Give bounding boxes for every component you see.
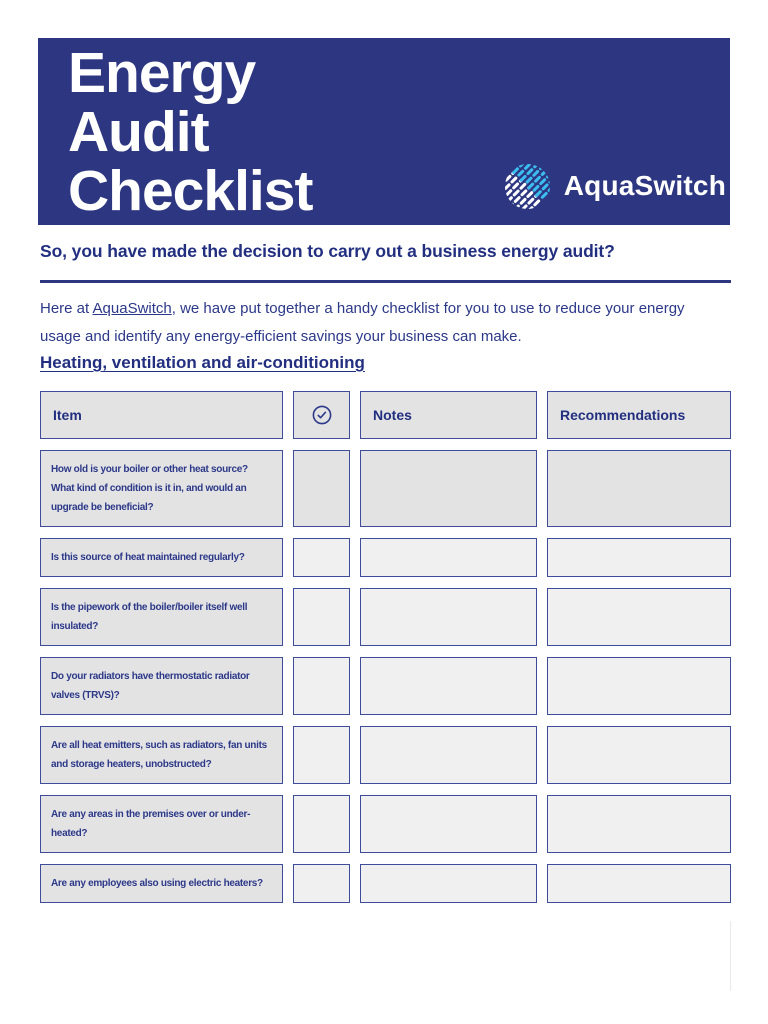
notes-cell	[360, 864, 537, 903]
check-cell	[293, 450, 350, 527]
item-question-text: Are any areas in the premises over or under-heated?	[51, 809, 251, 839]
check-cell	[293, 726, 350, 784]
item-cell	[40, 450, 283, 527]
item-question-text: Are all heat emitters, such as radiators, fan units and storage heaters, unobstructed?	[51, 740, 267, 770]
aquaswitch-link[interactable]: AquaSwitch	[92, 300, 172, 317]
check-circle-icon	[311, 404, 333, 426]
title-line-3: Checklist	[68, 159, 313, 223]
title-line-1: Energy	[68, 41, 256, 105]
check-cell	[293, 588, 350, 646]
item-cell	[40, 726, 283, 784]
recommendations-cell	[547, 795, 731, 853]
notes-cell	[360, 588, 537, 646]
intro-text-after-link: , we have put together a handy checklist for you to use to reduce your energy usage and identify any energy-efficient savings your business can make.	[40, 300, 685, 345]
item-question-text: Is the pipework of the boiler/boiler itself well insulated?	[51, 602, 248, 632]
section-heading: Heating, ventilation and air-conditioning	[40, 353, 365, 372]
check-cell	[293, 538, 350, 577]
item-question-text: Do your radiators have thermostatic radiator valves (TRVS)?	[51, 671, 250, 701]
recommendations-cell	[547, 726, 731, 784]
next-page-edge-line	[730, 921, 731, 991]
divider-rule	[40, 280, 731, 283]
checklist-table	[40, 391, 731, 903]
header-cell-check	[293, 391, 350, 439]
aquaswitch-logo	[504, 161, 726, 211]
recommendations-cell	[547, 864, 731, 903]
item-question-text: How old is your boiler or other heat source? What kind of condition is it in, and would an upgrade be beneficial?	[51, 464, 248, 513]
recommendations-cell	[547, 538, 731, 577]
check-cell	[293, 657, 350, 715]
header-cell-item: Item	[40, 391, 283, 439]
item-cell	[40, 864, 283, 903]
item-cell	[40, 657, 283, 715]
notes-cell	[360, 726, 537, 784]
header-cell-notes: Notes	[360, 391, 537, 439]
recommendations-cell	[547, 657, 731, 715]
item-question-text: Is this source of heat maintained regularly?	[51, 552, 245, 563]
notes-cell	[360, 450, 537, 527]
intro-text-before-link: Here at	[40, 300, 93, 317]
check-cell	[293, 795, 350, 853]
item-cell	[40, 795, 283, 853]
item-cell	[40, 588, 283, 646]
notes-cell	[360, 538, 537, 577]
header-cell-recommendations: Recommendations	[547, 391, 731, 439]
header-banner	[38, 38, 730, 225]
recommendations-cell	[547, 588, 731, 646]
page-title	[68, 41, 313, 223]
intro-paragraph	[40, 295, 728, 350]
intro-heading: So, you have made the decision to carry out a business energy audit?	[40, 241, 615, 261]
check-cell	[293, 864, 350, 903]
aquaswitch-wordmark: AquaSwitch	[563, 170, 726, 201]
notes-cell	[360, 795, 537, 853]
aquaswitch-logo-mark-icon	[504, 163, 551, 210]
item-question-text: Are any employees also using electric heaters?	[51, 878, 263, 889]
item-cell	[40, 538, 283, 577]
notes-cell	[360, 657, 537, 715]
title-line-2: Audit	[68, 100, 209, 164]
recommendations-cell	[547, 450, 731, 527]
